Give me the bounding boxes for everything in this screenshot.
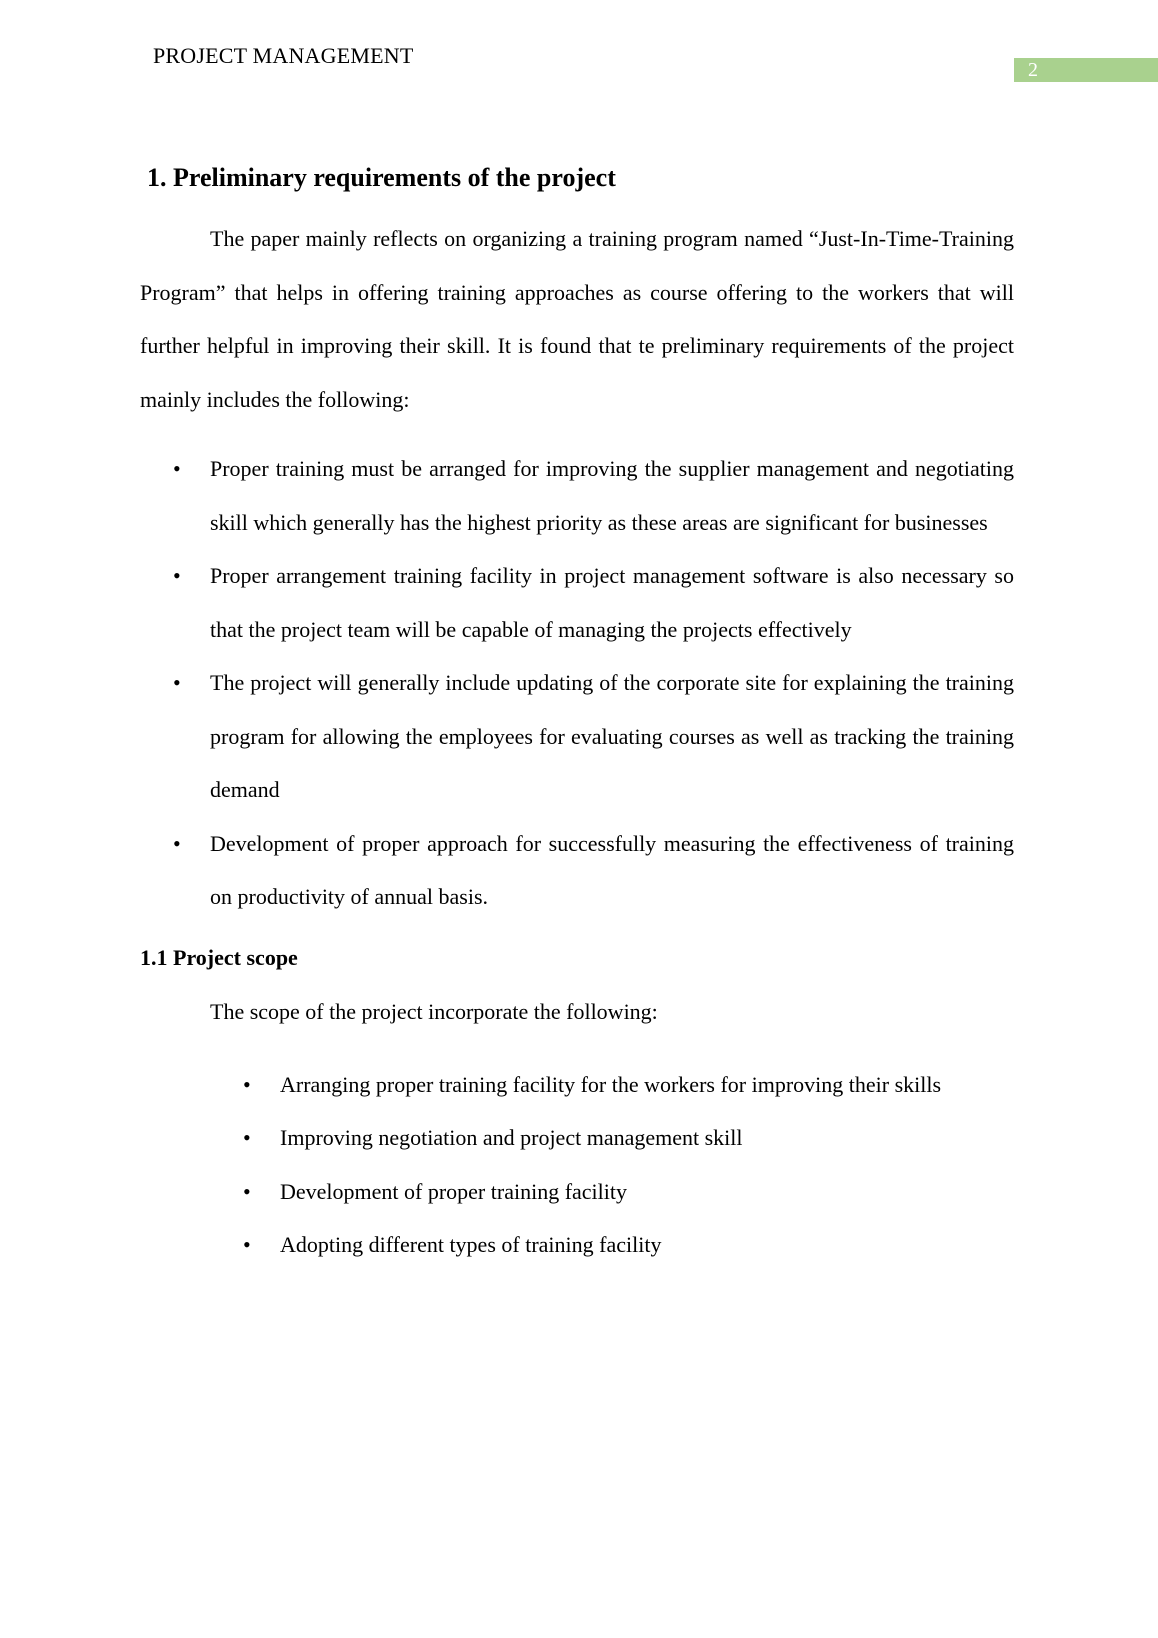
section-heading: 1. Preliminary requirements of the project [147, 163, 616, 192]
list-item [140, 1111, 1014, 1165]
page-number: 2 [1028, 59, 1038, 81]
list-item-text: Development of proper approach for successfully measuring the effectiveness of training on productivity of annual basis. [210, 830, 1014, 909]
scope-intro-paragraph: The scope of the project incorporate the following: [210, 998, 658, 1024]
subsection-heading: 1.1 Project scope [140, 944, 298, 970]
scope-list [140, 1058, 1014, 1272]
list-item-text: Development of proper training facility [280, 1178, 627, 1204]
bullet-icon: • [243, 1071, 251, 1097]
list-item [140, 1218, 1014, 1272]
document-body [140, 158, 1014, 1272]
bullet-icon: • [173, 563, 181, 588]
running-header-title: PROJECT MANAGEMENT [153, 43, 414, 68]
bullet-icon: • [243, 1178, 251, 1204]
list-item-text: Arranging proper training facility for the workers for improving their skills [280, 1071, 942, 1097]
section-intro-paragraph: The paper mainly reflects on organizing a training program named “Just-In-Time-Training Program” that helps in offering training approaches as course offering to the workers that will further helpful in improving their skill. It is found that te preliminary requirements of the project mainly includes the following: [140, 226, 1014, 412]
list-item-text: Improving negotiation and project management skill [280, 1125, 743, 1150]
list-item [140, 1058, 1014, 1112]
list-item-text: The project will generally include updating of the corporate site for explaining the training program for allowing the employees for evaluating courses as well as tracking the training demand [210, 670, 1014, 802]
list-item [140, 1165, 1014, 1219]
bullet-icon: • [173, 830, 181, 856]
list-item [140, 817, 1014, 924]
list-item [140, 549, 1014, 656]
bullet-icon: • [173, 456, 181, 481]
list-item [140, 656, 1014, 817]
bullet-icon: • [243, 1125, 251, 1150]
requirements-list [140, 442, 1014, 924]
list-item-text: Proper arrangement training facility in project management software is also necessary so that the project team will be capable of managing the projects effectively [210, 563, 1014, 642]
bullet-icon: • [243, 1232, 251, 1257]
list-item-text: Proper training must be arranged for improving the supplier management and negotiating skill which generally has the highest priority as these areas are significant for businesses [210, 456, 1014, 535]
bullet-icon: • [173, 670, 181, 695]
page-number-bar [1014, 58, 1158, 82]
list-item [140, 442, 1014, 549]
list-item-text: Adopting different types of training facility [280, 1232, 662, 1257]
